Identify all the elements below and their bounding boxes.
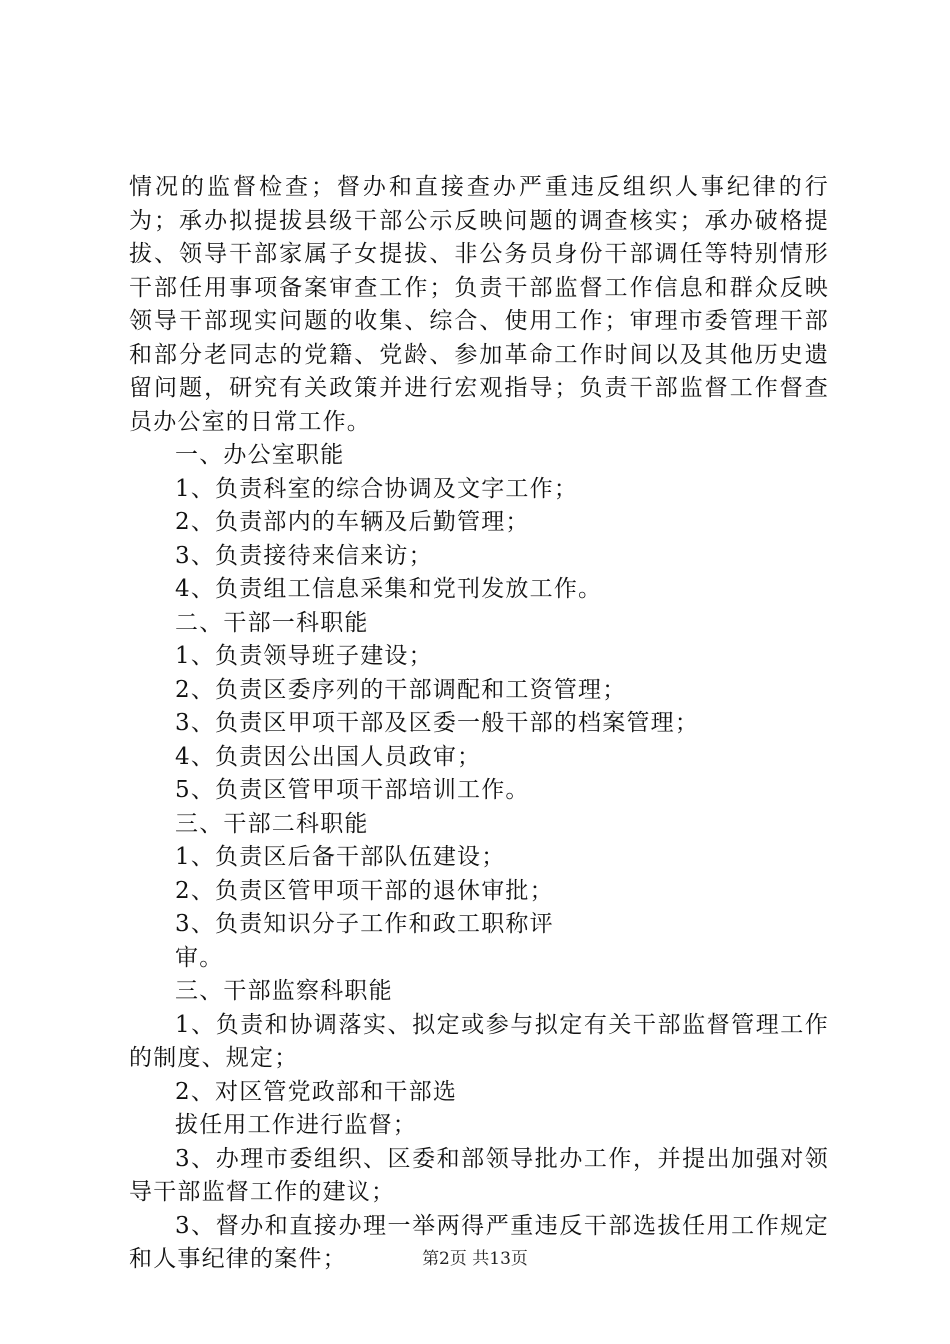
paragraph: 审。 [175,944,224,971]
paragraph: 3、办理市委组织、区委和部领导批办工作，并提出加强对领导干部监督工作的建议； [129,1145,829,1205]
paragraph: 情况的监督检查；督办和直接查办严重违反组织人事纪律的行为；承办拟提拔县级干部公示反映问题的调查核实；承办破格提拔、领导干部家属子女提拔、非公务员身份干部调任等特别情形干部任用事项备案审查工作；负责干部监督工作信息和群众反映领导干部现实问题的收集、综合、使用工作；审理市委管理干部和部分老同志的党籍、党龄、参加革命工作时间以及其他历史遗留问题，研究有关政策并进行宏观指导；负责干部监督工作督查员办公室的日常工作。 [129,174,829,435]
paragraph: 拔任用工作进行监督； [175,1112,417,1138]
paragraph: 1、负责区后备干部队伍建设； [175,844,506,870]
paragraph: 2、对区管党政部和干部选 [175,1078,458,1105]
paragraph: 3、督办和直接办理一举两得严重违反干部选拔任用工作规定和人事纪律的案件； [129,1212,829,1272]
document-body [129,171,829,1277]
paragraph: 3、负责知识分子工作和政工职称评 [175,911,554,937]
paragraph: 三、干部监察科职能 [175,978,393,1004]
paragraph: 1、负责和协调落实、拟定或参与拟定有关干部监督管理工作的制度、规定； [129,1011,829,1071]
paragraph: 一、办公室职能 [175,442,345,468]
paragraph: 3、负责区甲项干部及区委一般干部的档案管理； [175,710,700,736]
paragraph: 3、负责接待来信来访； [175,542,433,569]
paragraph: 1、负责科室的综合协调及文字工作； [175,475,579,502]
page-footer: 第2页 共13页 [422,1249,528,1269]
paragraph: 2、负责区委序列的干部调配和工资管理； [175,676,627,703]
paragraph: 4、负责因公出国人员政审； [175,743,482,770]
paragraph: 二、干部一科职能 [175,609,369,636]
paragraph: 1、负责领导班子建设； [175,643,433,669]
paragraph: 2、负责部内的车辆及后勤管理； [175,509,530,535]
paragraph: 三、干部二科职能 [175,810,369,837]
paragraph: 2、负责区管甲项干部的退休审批； [175,877,554,904]
paragraph: 4、负责组工信息采集和党刊发放工作。 [175,576,603,602]
paragraph: 5、负责区管甲项干部培训工作。 [175,777,530,803]
